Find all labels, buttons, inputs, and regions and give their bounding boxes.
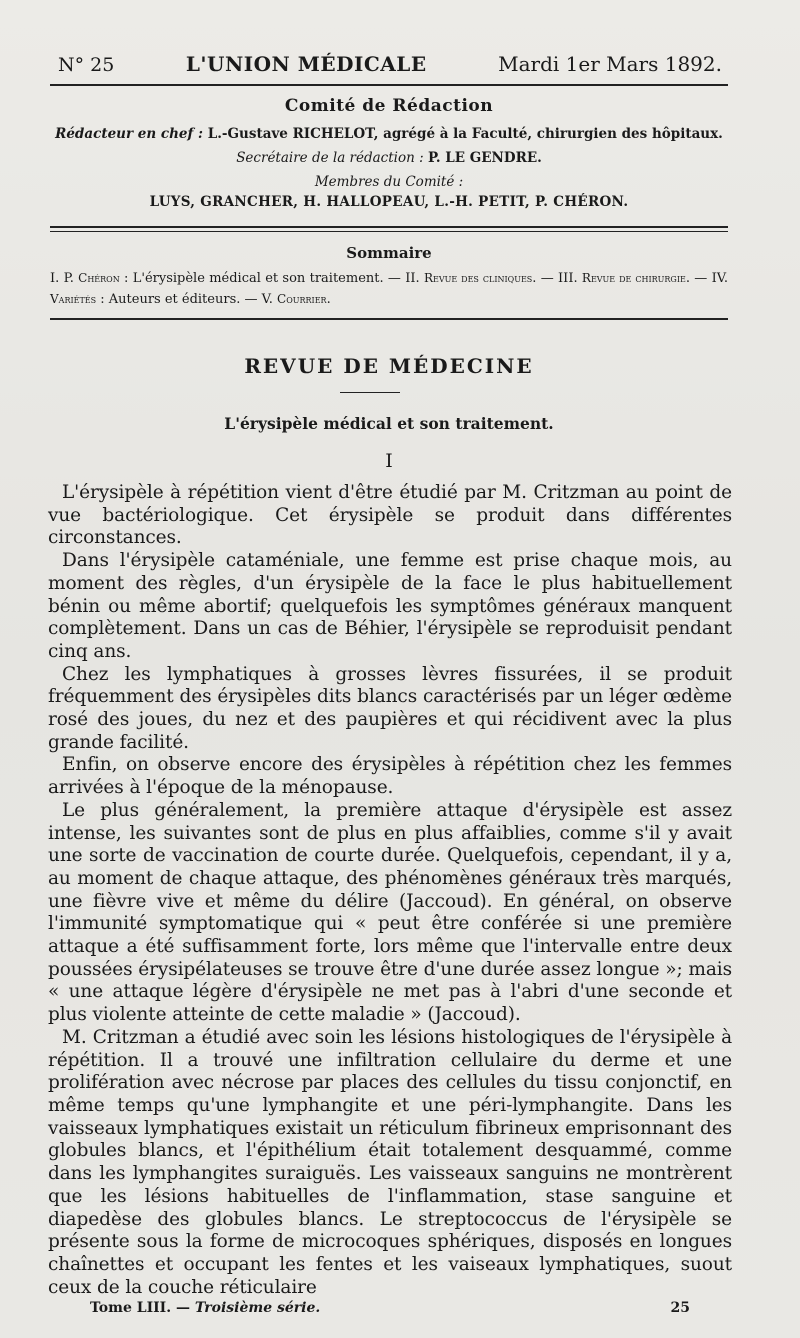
footer-serie: Troisième série. [194,1300,321,1316]
sommaire-item-author: Revue des cliniques [423,271,533,285]
sommaire-item-author: Courrier [277,292,327,306]
sommaire-item-author: Variétés [50,292,97,306]
paragraph: Chez les lymphatiques à grosses lèvres fissurées, il se produit fréquemment des érysipèles dits blancs caractérisés par un léger œdème rosé des joues, du nez et des paupières et qui récidivent avec la plus grande facilité. [48,663,732,753]
paragraph: Le plus généralement, la première attaque d'érysipèle est assez intense, les suivantes sont de plus en plus affaiblies, comme s'il y avait une sorte de vaccination de courte durée. Quelquefois, cependant, il y a, au moment de chaque attaque, des phénomènes généraux très marqués, une fièvre vive et même du délire (Jaccoud). En général, on observe l'immunité symptomatique qui « peut être conférée si une première attaque a été suffisamment forte, lors même que l'intervalle entre deux poussées érysipélateuses se trouve être d'une durée assez longue »; mais « une attaque légère d'érysipèle ne met pas à l'abri d'une seconde et plus violente atteinte de cette maladie » (Jaccoud). [48,799,732,1026]
redacteur-name: L.-Gustave RICHELOT, agrégé à la Faculté, chirurgien des hôpitaux. [207,126,723,142]
running-header [58,52,722,76]
sommaire-list [50,268,728,310]
page-number: 25 [670,1300,690,1316]
secretaire-name: P. LE GENDRE. [427,150,542,166]
sommaire-item-author: Chéron [78,271,120,285]
article-title: L'érysipèle médical et son traitement. [224,414,554,433]
comite-rule-top [50,226,728,228]
sommaire-item-num: III. [558,271,578,286]
secretaire-label: Secrétaire de la rédaction : [236,150,424,166]
footer-tome: Tome LIII. — [90,1300,190,1316]
comite-title: Comité de Rédaction [284,96,494,116]
membres-names: LUYS, GRANCHER, H. HALLOPEAU, L.-H. PETIT, P. CHÉRON. [149,194,629,210]
part-number: I [385,450,393,472]
sommaire-item-num: II. [405,271,420,286]
sommaire-rule [50,318,728,320]
page-footer [90,1300,690,1316]
paragraph: Enfin, on observe encore des érysipèles à répétition chez les femmes arrivées à l'époque de la ménopause. [48,754,732,799]
redacteur-label: Rédacteur en chef : [55,126,204,142]
paragraph: M. Critzman a étudié avec soin les lésions histologiques de l'érysipèle à répétition. Il a trouvé une infiltration cellulaire du derme et une prolifération avec nécrose par places des cellules du tissu conjonctif, en même temps qu'une lymphangite et une péri-lymphangite. Dans les vaisseaux lymphatiques existait un réticulum fibrineux emprisonnant des globules blancs, et l'épithélium était totalement desquammé, comme dans les lymphangites suraiguës. Les vaisseaux sanguins ne montrèrent que les lésions habituelles de l'inflammation, stase sanguine et diapedèse des globules blancs. Le streptococcus de l'érysipèle se présente sous la forme de microcoques sphériques, disposés en longues chaînettes et occupant les fentes et les vaiseaux lymphatiques, suout ceux de la couche réticulaire [48,1026,732,1298]
section-ornament-rule [340,392,400,393]
redacteur-line [50,126,728,142]
sommaire-item-text: . [326,292,331,307]
sommaire-item-text: : L'érysipèle médical et son traitement. — [119,271,406,286]
sommaire-item-text: : Auteurs et éditeurs. — [96,292,262,307]
header-rule [50,84,728,86]
secretaire-line [50,150,728,166]
journal-title: L'UNION MÉDICALE [185,52,427,76]
paragraph: Dans l'érysipèle cataméniale, une femme est prise chaque mois, au moment des règles, d'un érysipèle de la face le plus habituellement bénin ou même abortif; quelquefois les symptômes généraux manquent complètement. Dans un cas de Béhier, l'érysipèle se reproduisit pendant cinq ans. [48,550,732,662]
sommaire-item-text: . — [532,271,559,286]
issue-date: Mardi 1er Mars 1892. [498,52,722,76]
issue-number: N° 25 [58,54,115,76]
sommaire-title: Sommaire [346,244,432,262]
sommaire-item-num: I. P. [50,271,74,286]
article-body [48,482,732,1299]
sommaire-item-author: Revue de chirurgie [581,271,686,285]
section-title: REVUE DE MÉDECINE [244,354,534,378]
sommaire-item-text: . — [685,271,712,286]
sommaire-item-num: V. [261,292,273,307]
sommaire-item-num: IV. [711,271,728,286]
comite-rule-bottom [50,231,728,232]
footer-volume [90,1300,320,1316]
membres-label: Membres du Comité : [314,174,464,190]
paragraph: L'érysipèle à répétition vient d'être étudié par M. Critzman au point de vue bactériologique. Cet érysipèle se produit dans différentes circonstances. [48,482,732,549]
